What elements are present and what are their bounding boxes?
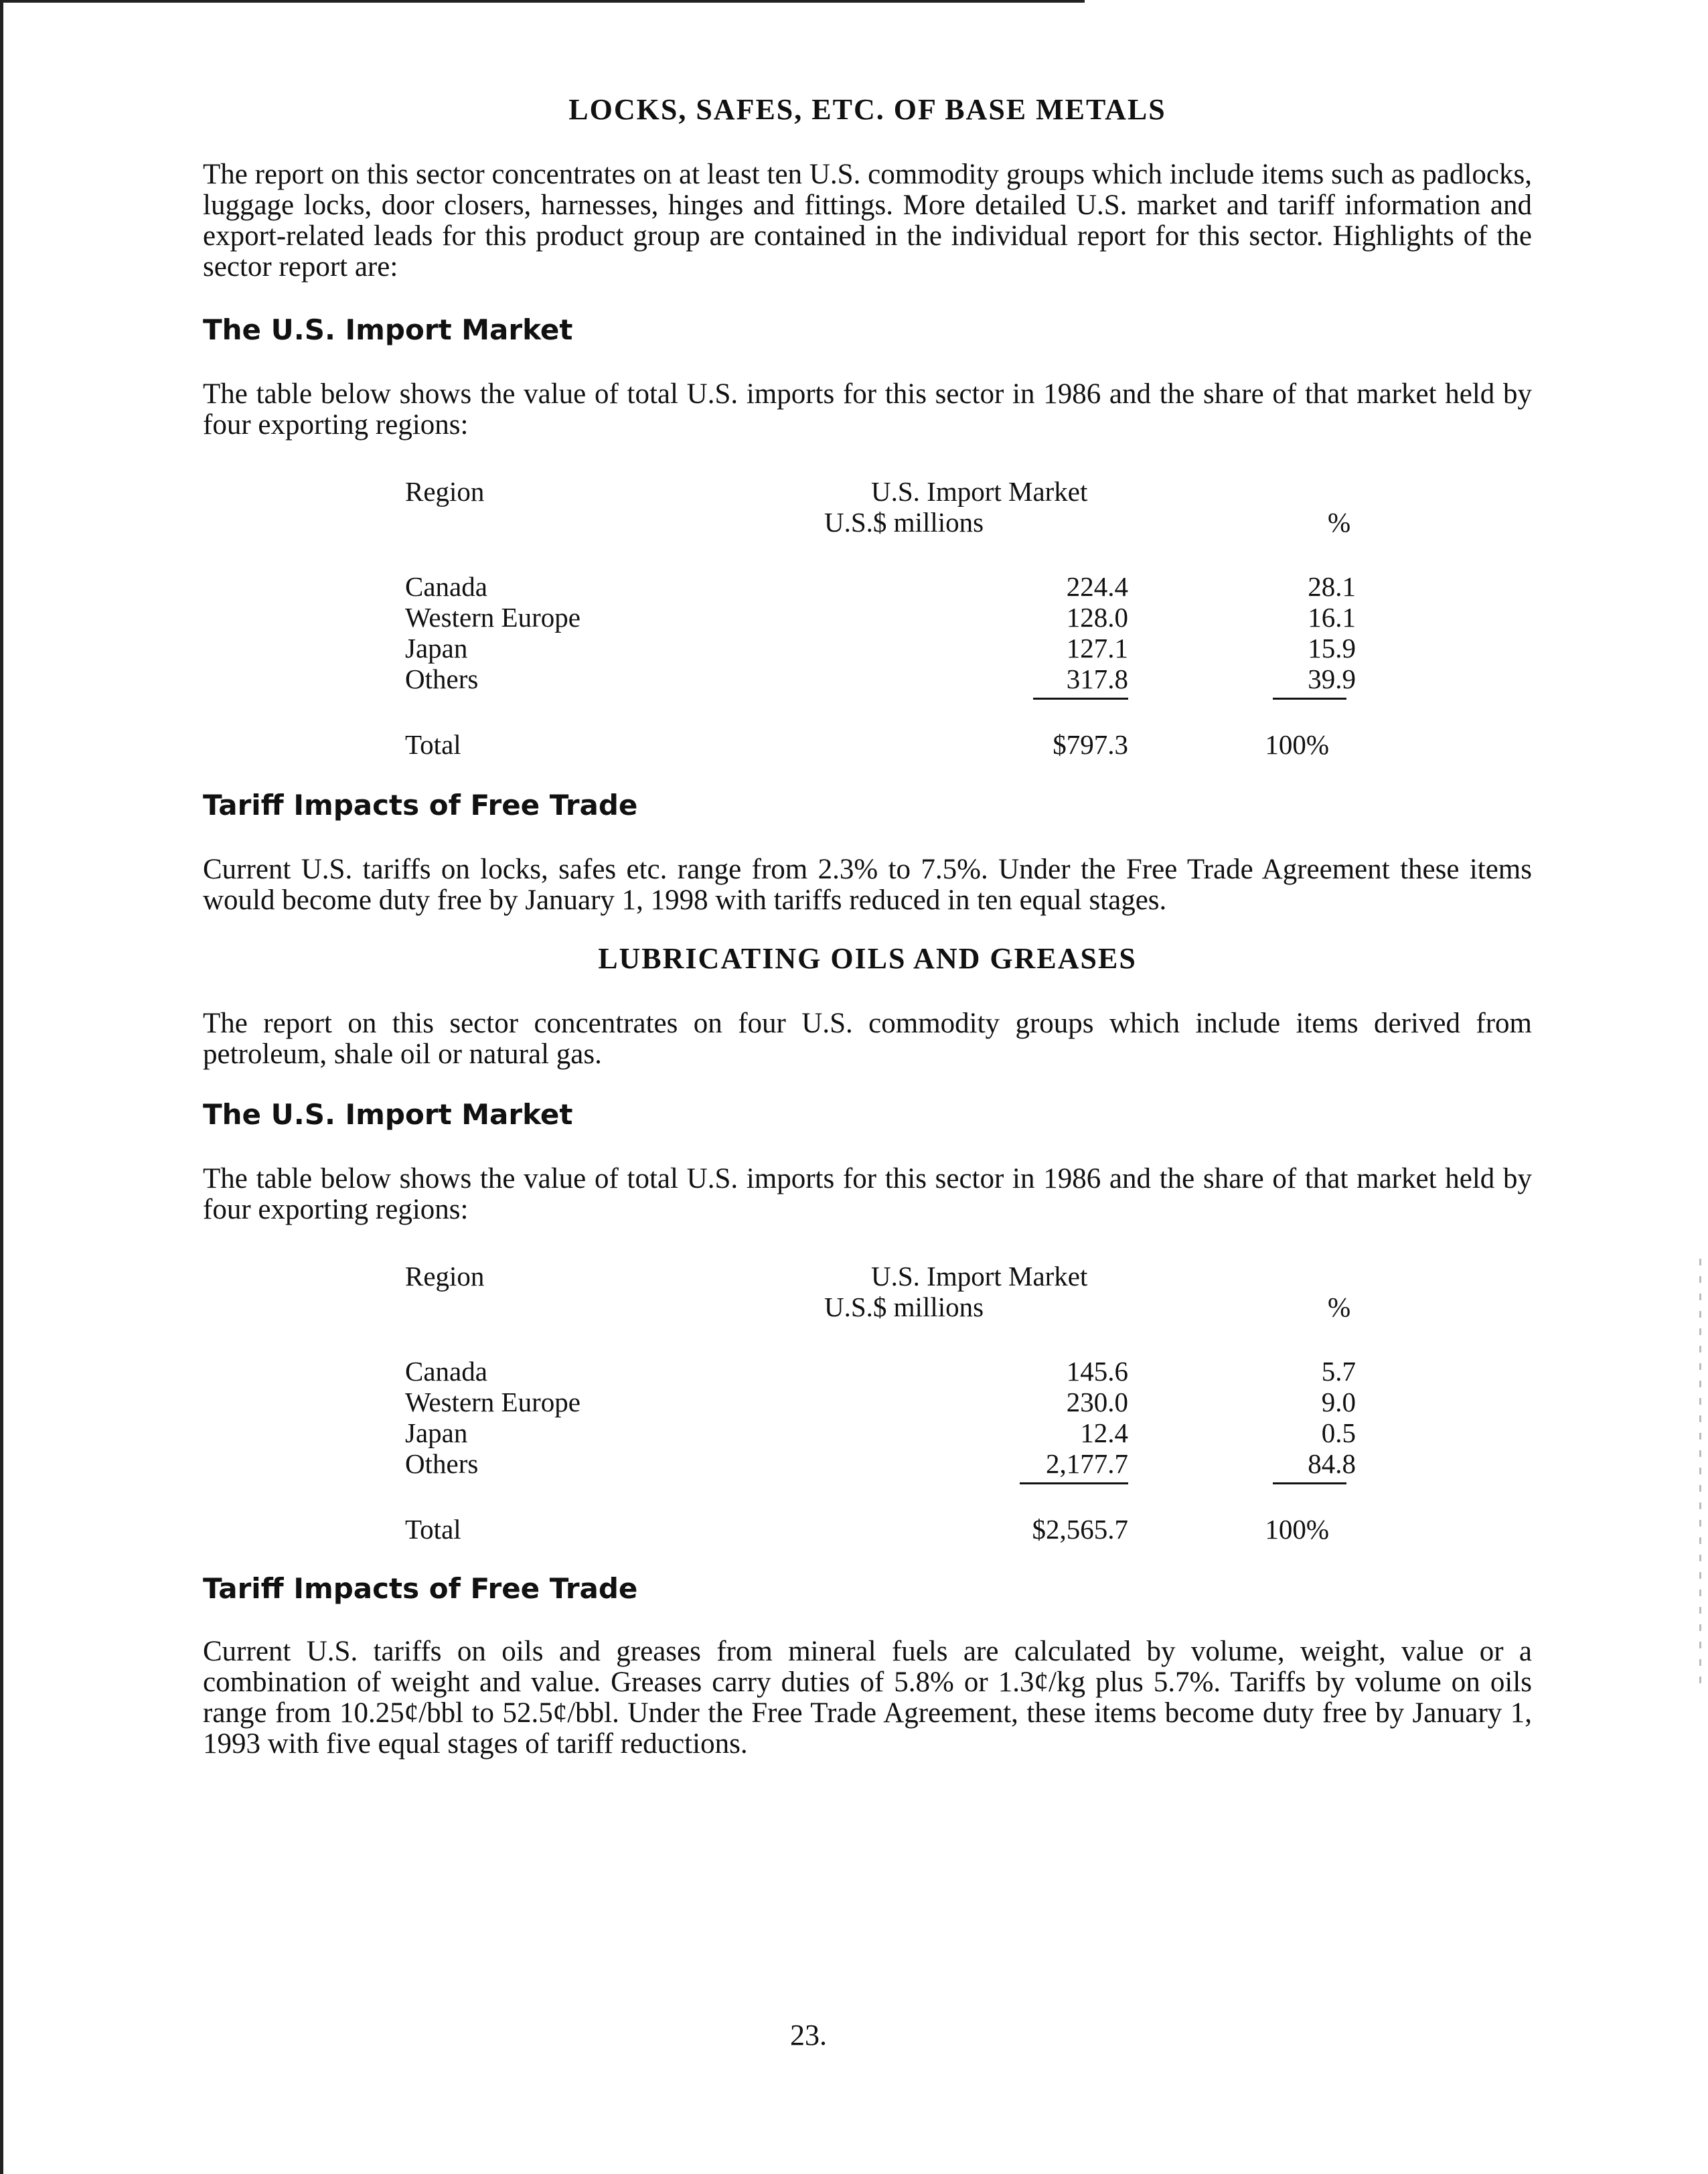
table-header-percent: % xyxy=(1328,507,1351,538)
table-header-region: Region xyxy=(405,1261,485,1292)
scan-right-dashes xyxy=(1699,1259,1701,1687)
import-market-heading-locks: The U.S. Import Market xyxy=(203,313,573,346)
table-row-percent: 84.8 xyxy=(1308,1448,1356,1479)
table-row-value: 2,177.7 xyxy=(1046,1448,1128,1479)
import-market-heading-lubricating: The U.S. Import Market xyxy=(203,1098,573,1131)
tariff-text-locks: Current U.S. tariffs on locks, safes etc. range from 2.3% to 7.5%. Under the Free Trade Agreement these items would become duty free by January 1, 1998 with tariffs reduced in ten equal stages. xyxy=(203,854,1532,916)
table-row-value: 12.4 xyxy=(1080,1417,1128,1448)
table-row-region: Others xyxy=(405,664,479,694)
tariff-heading-lubricating: Tariff Impacts of Free Trade xyxy=(203,1572,638,1605)
table-header-region: Region xyxy=(405,476,485,507)
table-total-label: Total xyxy=(405,729,461,760)
table-row-region: Others xyxy=(405,1448,479,1479)
table-header-millions: U.S.$ millions xyxy=(824,1292,984,1322)
subtotal-rule-value xyxy=(1033,698,1128,700)
import-market-text-lubricating: The table below shows the value of total U.S. imports for this sector in 1986 and the share of that market held by four exporting regions: xyxy=(203,1163,1532,1225)
section-title-lubricating: LUBRICATING OILS AND GREASES xyxy=(598,942,1137,975)
subtotal-rule-percent xyxy=(1273,1482,1346,1484)
table-row-value: 145.6 xyxy=(1066,1356,1128,1387)
import-table-locks xyxy=(405,475,1356,760)
import-market-text-locks: The table below shows the value of total U.S. imports for this sector in 1986 and the share of that market held by four exporting regions: xyxy=(203,378,1532,441)
section-intro-lubricating: The report on this sector concentrates on four U.S. commodity groups which include items derived from petroleum, shale oil or natural gas. xyxy=(203,1008,1532,1070)
table-row-region: Canada xyxy=(405,1356,487,1387)
table-row-value: 127.1 xyxy=(1066,633,1128,664)
table-total-percent: 100% xyxy=(1265,1514,1329,1545)
table-row-region: Canada xyxy=(405,571,487,602)
tariff-text-lubricating: Current U.S. tariffs on oils and greases from mineral fuels are calculated by volume, weight, value or a combination of weight and value. Greases carry duties of 5.8% or 1.3¢/kg plus 5.7%. Tariffs by volume on oils range from 10.25¢/bbl to 52.5¢/bbl. Under the Free Trade Agreement, these items become duty free by January 1, 1993 with five equal stages of tariff reductions. xyxy=(203,1636,1532,1760)
table-row-value: 128.0 xyxy=(1066,602,1128,633)
table-row-percent: 0.5 xyxy=(1321,1417,1356,1448)
table-row-percent: 15.9 xyxy=(1308,633,1356,664)
table-total-percent: 100% xyxy=(1265,729,1329,760)
table-row-percent: 28.1 xyxy=(1308,571,1356,602)
table-row-value: 230.0 xyxy=(1066,1387,1128,1417)
scan-left-edge xyxy=(0,0,3,2174)
tariff-heading-locks: Tariff Impacts of Free Trade xyxy=(203,789,638,822)
table-row-value: 317.8 xyxy=(1066,664,1128,694)
subtotal-rule-value xyxy=(1020,1482,1128,1484)
scan-top-edge xyxy=(0,0,1085,3)
table-header-market: U.S. Import Market xyxy=(871,1261,1088,1292)
table-total-value: $2,565.7 xyxy=(1032,1514,1128,1545)
table-row-region: Japan xyxy=(405,1417,468,1448)
table-row-region: Japan xyxy=(405,633,468,664)
table-row-percent: 39.9 xyxy=(1308,664,1356,694)
table-row-percent: 9.0 xyxy=(1321,1387,1356,1417)
table-total-value: $797.3 xyxy=(1053,729,1128,760)
subtotal-rule-percent xyxy=(1273,698,1346,700)
table-total-label: Total xyxy=(405,1514,461,1545)
table-header-market: U.S. Import Market xyxy=(871,476,1088,507)
table-row-percent: 16.1 xyxy=(1308,602,1356,633)
import-table-lubricating xyxy=(405,1260,1356,1545)
section-intro-locks: The report on this sector concentrates on at least ten U.S. commodity groups which include items such as padlocks, luggage locks, door closers, harnesses, hinges and fittings. More detailed U.S. market and tariff information and export-related leads for this product group are contained in the individual report for this sector. Highlights of the sector report are: xyxy=(203,159,1532,283)
page-number: 23. xyxy=(790,2019,827,2051)
table-row-region: Western Europe xyxy=(405,602,580,633)
table-header-millions: U.S.$ millions xyxy=(824,507,984,538)
table-row-percent: 5.7 xyxy=(1321,1356,1356,1387)
table-row-region: Western Europe xyxy=(405,1387,580,1417)
table-header-percent: % xyxy=(1328,1292,1351,1322)
section-title-locks: LOCKS, SAFES, ETC. OF BASE METALS xyxy=(568,93,1166,126)
table-row-value: 224.4 xyxy=(1066,571,1128,602)
